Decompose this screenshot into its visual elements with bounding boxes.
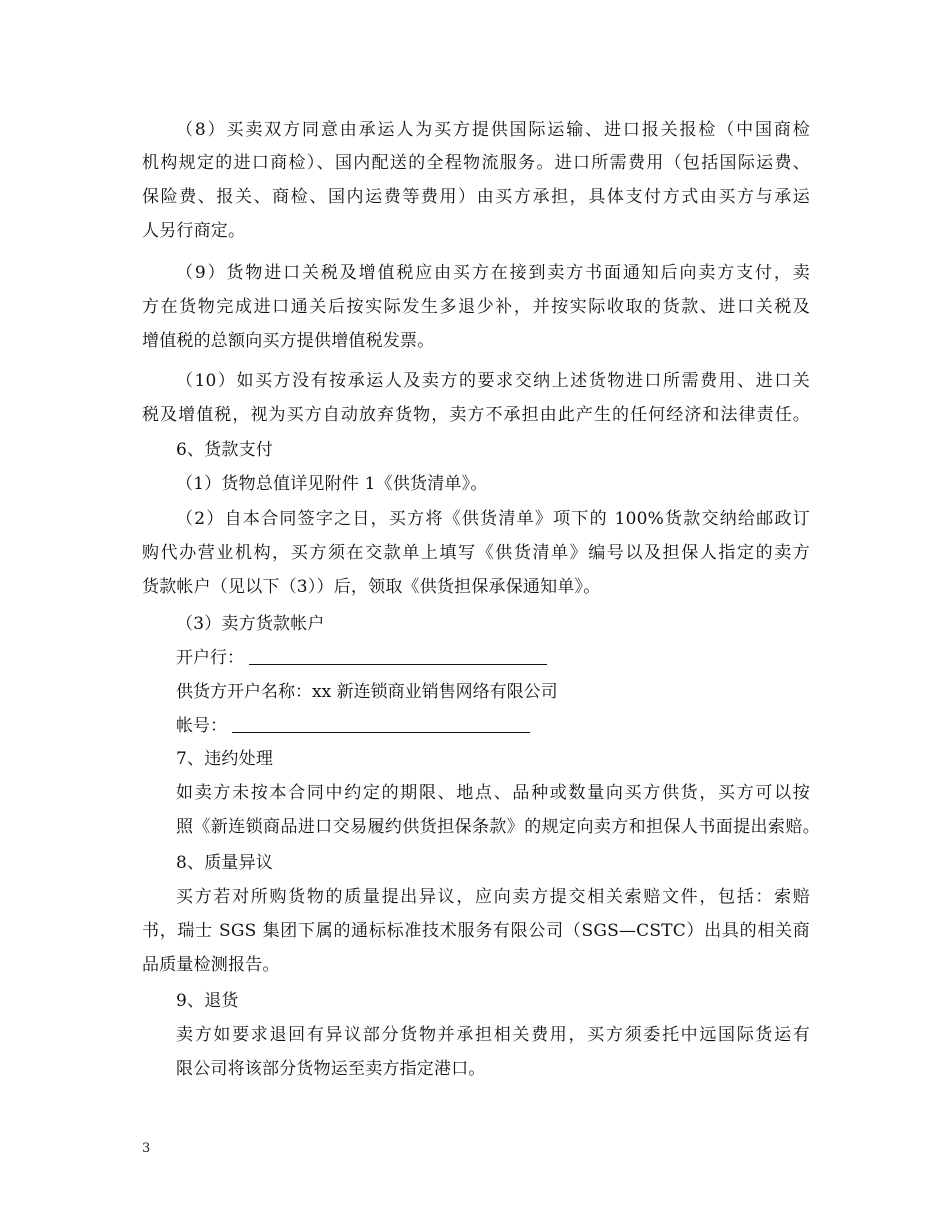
section-heading: 9、退货 [176, 991, 239, 1011]
account-holder-line: 供货方开户名称：xx 新连锁商业销售网络有限公司 [176, 682, 558, 702]
paragraph-line: 购代办营业机构，买方须在交款单上填写《供货清单》编号以及担保人指定的卖方 [142, 543, 810, 563]
paragraph-line: 卖方如要求退回有异议部分货物并承担相关费用，买方须委托中远国际货运有 [176, 1025, 810, 1045]
paragraph-line: （1）货物总值详见附件 1《供货清单》。 [176, 474, 488, 494]
paragraph-line: 税及增值税，视为买方自动放弃货物，卖方不承担由此产生的任何经济和法律责任。 [142, 405, 810, 425]
paragraph-line: 品质量检测报告。 [142, 955, 280, 975]
paragraph-line: 方在货物完成进口通关后按实际发生多退少补，并按实际收取的货款、进口关税及 [142, 297, 810, 317]
bank-name-label: 开户行： [176, 648, 244, 668]
page-number: 3 [142, 1141, 151, 1156]
paragraph-line: 照《新连锁商品进口交易履约供货担保条款》的规定向卖方和担保人书面提出索赔。 [176, 817, 820, 837]
paragraph-line: 买方若对所购货物的质量提出异议，应向卖方提交相关索赔文件，包括：索赔 [176, 887, 810, 907]
account-number-blank [232, 732, 530, 733]
section-heading: 6、货款支付 [176, 440, 274, 460]
paragraph-line: 如卖方未按本合同中约定的期限、地点、品种或数量向买方供货，买方可以按 [176, 783, 810, 803]
bank-name-blank [249, 664, 547, 665]
paragraph-line: （8）买卖双方同意由承运人为买方提供国际运输、进口报关报检（中国商检 [176, 120, 810, 140]
paragraph-line: 保险费、报关、商检、国内运费等费用）由买方承担，具体支付方式由买方与承运 [142, 187, 810, 207]
paragraph-line: 限公司将该部分货物运至卖方指定港口。 [176, 1059, 486, 1079]
paragraph-line: （10）如买方没有按承运人及卖方的要求交纳上述货物进口所需费用、进口关 [176, 371, 810, 391]
paragraph-line: 货款帐户（见以下（3））后，领取《供货担保承保通知单》。 [142, 577, 601, 597]
paragraph-line: 书，瑞士 SGS 集团下属的通标标准技术服务有限公司（SGS—CSTC）出具的相关商 [142, 921, 810, 941]
paragraph-line: （9）货物进口关税及增值税应由买方在接到卖方书面通知后向卖方支付，卖 [176, 263, 810, 283]
paragraph-line: 增值税的总额向买方提供增值税发票。 [142, 331, 435, 351]
section-heading: 8、质量异议 [176, 853, 274, 873]
paragraph-line: （3）卖方货款帐户 [176, 614, 325, 634]
paragraph-line: 机构规定的进口商检）、国内配送的全程物流服务。进口所需费用（包括国际运费、 [142, 153, 810, 173]
section-heading: 7、违约处理 [176, 749, 274, 769]
paragraph-line: （2）自本合同签字之日，买方将《供货清单》项下的 100%货款交纳给邮政订 [176, 509, 810, 529]
paragraph-line: 人另行商定。 [142, 221, 246, 241]
account-number-label: 帐号： [176, 716, 227, 736]
